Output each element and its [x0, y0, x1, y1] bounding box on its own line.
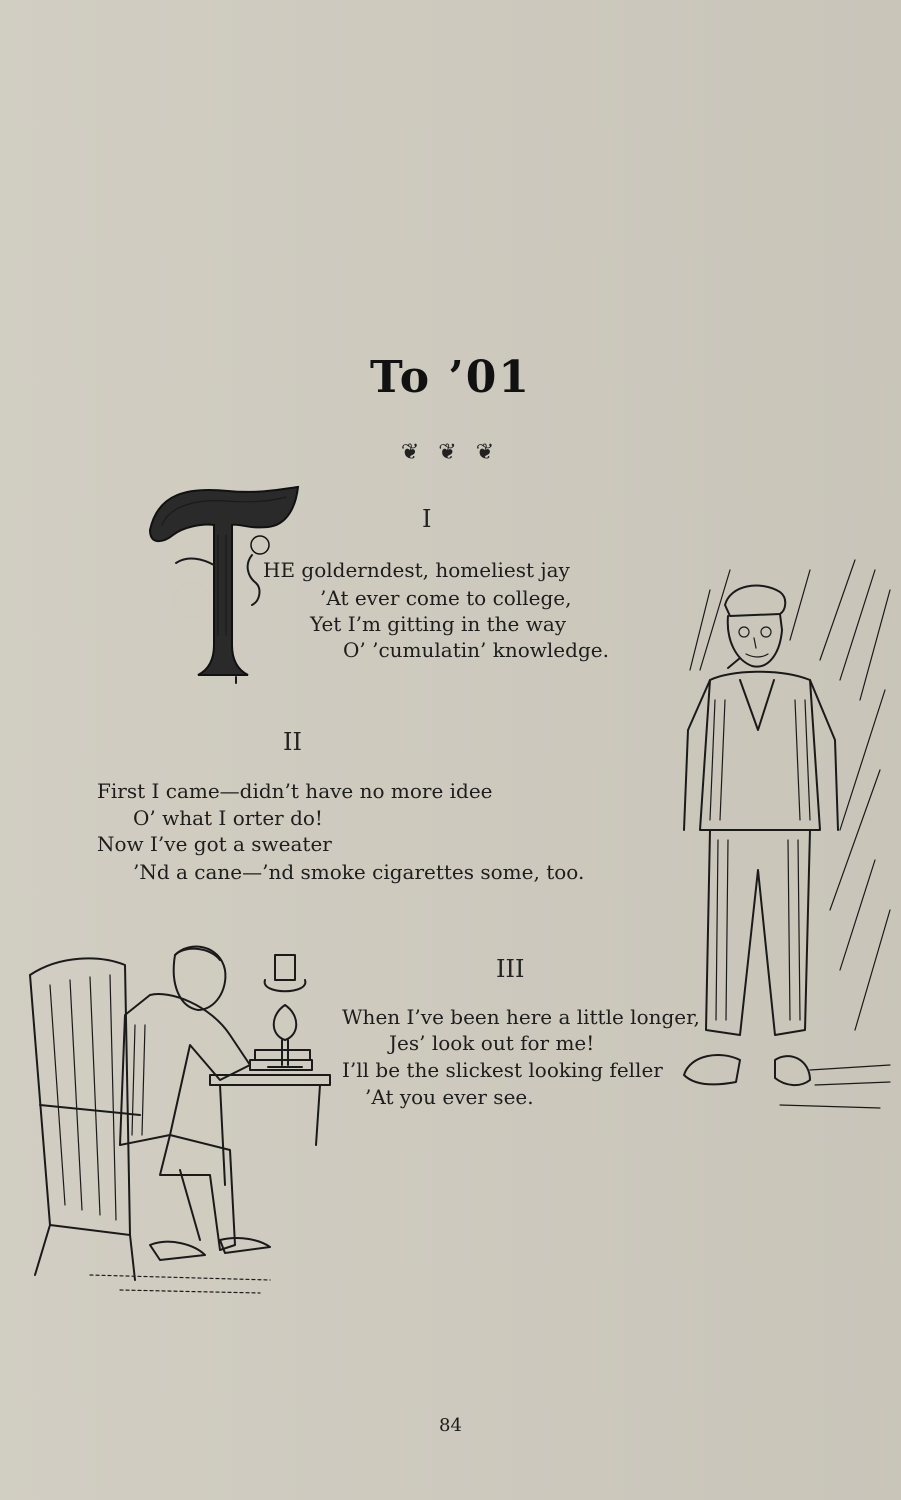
stanza-2-line-3: Now I’ve got a sweater	[97, 832, 332, 856]
standing-student-illustration	[670, 530, 895, 1110]
stanza-numeral-2: II	[283, 728, 302, 756]
page-number: 84	[439, 1415, 462, 1436]
page-title: To ’01	[370, 352, 531, 403]
stanza-1-line-1: HE golderndest, homeliest jay	[263, 558, 570, 582]
fleuron-ornaments: ❦ ❦ ❦	[400, 440, 501, 465]
ornamental-letter-t-icon	[148, 485, 303, 680]
stanza-3-line-1: When I’ve been here a little longer,	[342, 1005, 700, 1029]
stanza-2-line-4: ’Nd a cane—’nd smoke cigarettes some, too.	[133, 860, 585, 884]
seated-student-illustration	[20, 935, 350, 1300]
stanza-numeral-3: III	[496, 955, 525, 983]
stanza-2-line-2: O’ what I orter do!	[133, 806, 323, 830]
stanza-3-line-4: ’At you ever see.	[365, 1085, 534, 1109]
stanza-3-line-3: I’ll be the slickest looking feller	[342, 1058, 663, 1082]
stanza-numeral-1: I	[422, 505, 432, 533]
stanza-1-line-2: ’At ever come to college,	[320, 586, 572, 610]
stanza-1-line-4: O’ ’cumulatin’ knowledge.	[343, 638, 609, 662]
stanza-1-line-3: Yet I’m gitting in the way	[310, 612, 567, 636]
stanza-2-line-1: First I came—didn’t have no more idee	[97, 779, 493, 803]
stanza-3-line-2: Jes’ look out for me!	[389, 1031, 595, 1055]
